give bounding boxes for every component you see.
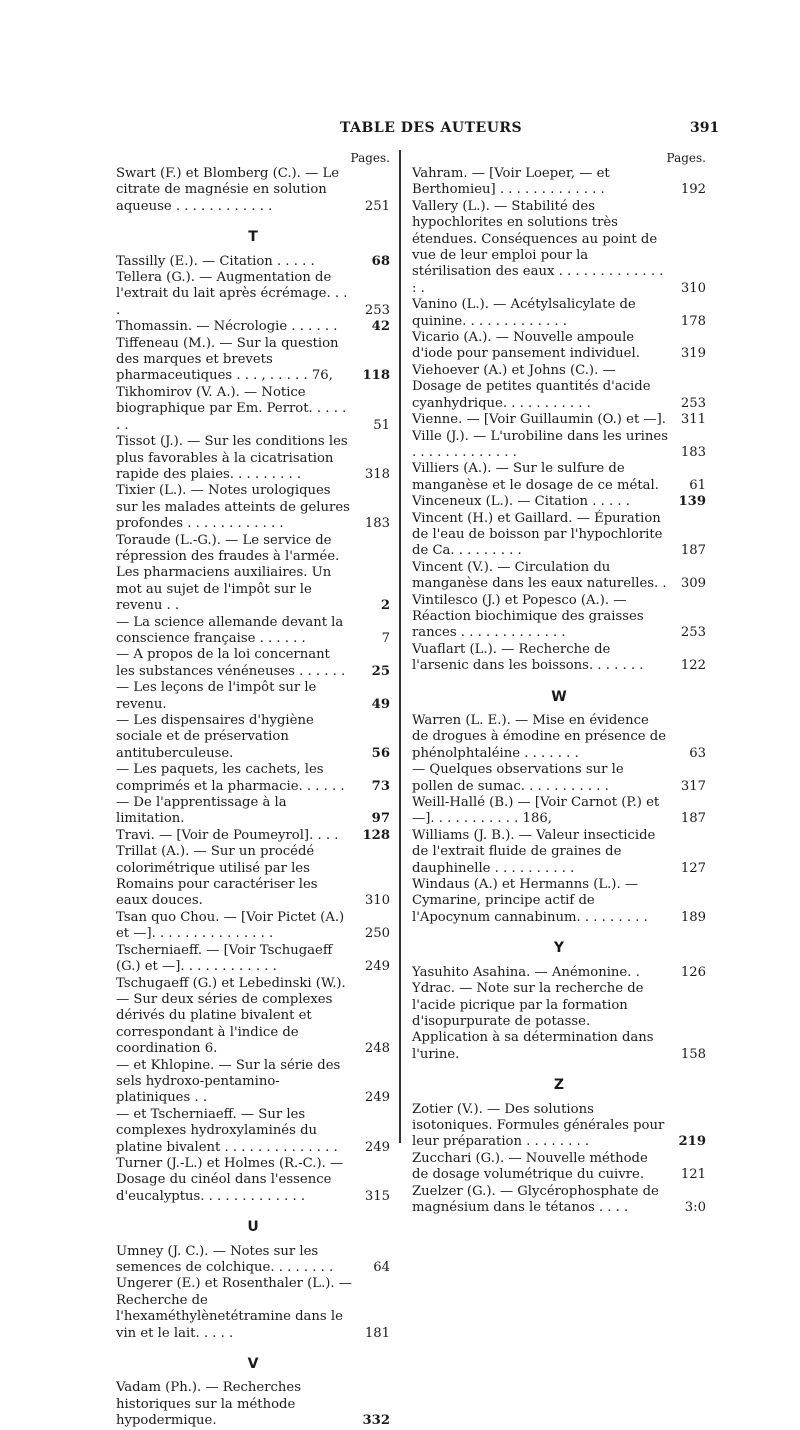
entry-page: 311 bbox=[680, 412, 706, 428]
entry-page: 126 bbox=[680, 964, 706, 980]
entry-page: 310 bbox=[680, 280, 706, 296]
entry-page: 187 bbox=[680, 543, 706, 559]
entry-text: Tscherniaeff. — [Voir Tschugaeff (G.) et —]. . . . . . . . . . . . bbox=[116, 942, 333, 975]
index-entry bbox=[116, 1380, 390, 1429]
entry-text: — Les paquets, les cachets, les comprimés et la pharmacie. . . . . . bbox=[116, 762, 345, 794]
entry-text: Warren (L. E.). — Mise en évidence de drogues à émodine en présence de phénolphtaléine . . . . . . . bbox=[412, 713, 667, 761]
entry-text: Weill-Hallé (B.) — [Voir Carnot (P.) et —]. . . . . . . . . . . 186, bbox=[412, 795, 660, 827]
entry-page: 250 bbox=[364, 926, 390, 942]
entry-text: Vanino (L.). — Acétylsalicylate de quinine. . . . . . . . . . . . . bbox=[412, 297, 636, 329]
index-entry bbox=[116, 1058, 390, 1107]
index-entry bbox=[116, 319, 390, 335]
entry-page: 249 bbox=[364, 1139, 390, 1155]
entry-page: 309 bbox=[680, 576, 706, 592]
entry-group bbox=[116, 1380, 390, 1429]
index-entry bbox=[412, 713, 706, 762]
entry-page: 42 bbox=[371, 319, 390, 335]
entry-group bbox=[412, 965, 706, 1063]
entry-page: 192 bbox=[680, 182, 706, 198]
entry-text: Vahram. — [Voir Loeper, — et Berthomieu] . . . . . . . . . . . . . bbox=[412, 166, 610, 198]
entry-text: Vincent (H.) et Gaillard. — Épuration de l'eau de boisson par l'hypochlorite de Ca. . . . . . . . . bbox=[412, 510, 663, 559]
entry-text: — De l'apprentissage à la limitation. bbox=[116, 795, 287, 827]
entry-text: — Les dispensaires d'hygiène sociale et de préservation antituberculeuse. bbox=[116, 713, 314, 761]
index-entry bbox=[412, 330, 706, 363]
pages-label: Pages. bbox=[350, 151, 390, 165]
entry-text: Viehoever (A.) et Johns (C.). — Dosage de petites quantités d'acide cyanhydrique. . . . . . . . . . . bbox=[412, 362, 651, 411]
right-column bbox=[412, 150, 706, 1216]
page-header bbox=[0, 120, 800, 142]
entry-text: Zucchari (G.). — Nouvelle méthode de dosage volumétrique du cuivre. bbox=[412, 1150, 648, 1183]
entry-page: 178 bbox=[680, 313, 706, 329]
index-entry bbox=[116, 828, 390, 844]
section-letter-w: W bbox=[551, 688, 567, 705]
entry-page: 319 bbox=[680, 346, 706, 362]
index-entry bbox=[412, 560, 706, 593]
entry-page: 248 bbox=[364, 1041, 390, 1057]
entry-page: 310 bbox=[364, 893, 390, 909]
index-entry bbox=[412, 642, 706, 675]
index-entry bbox=[116, 434, 390, 483]
entry-page: 51 bbox=[373, 417, 390, 433]
entry-page: 253 bbox=[680, 395, 706, 411]
index-entry bbox=[116, 844, 390, 910]
entry-group bbox=[116, 166, 390, 215]
pages-label: Pages. bbox=[666, 151, 706, 165]
entry-page: 332 bbox=[362, 1413, 390, 1429]
entry-text: — Les leçons de l'impôt sur le revenu. bbox=[116, 680, 317, 712]
entry-page: 317 bbox=[680, 778, 706, 794]
index-entry bbox=[116, 976, 390, 1058]
section-letter-z: Z bbox=[553, 1077, 565, 1094]
entry-text: Zuelzer (G.). — Glycérophosphate de magnésium dans le tétanos . . . . bbox=[412, 1183, 659, 1215]
entry-page: 187 bbox=[680, 811, 706, 827]
entry-text: Thomassin. — Nécrologie . . . . . . bbox=[116, 319, 338, 335]
index-entry bbox=[412, 1102, 706, 1151]
entry-text: Vienne. — [Voir Guillaumin (O.) et —]. bbox=[412, 412, 666, 428]
entry-text: Ungerer (E.) et Rosenthaler (L.). — Recherche de l'hexaméthylènetétramine dans le vin et le lait. . . . . bbox=[116, 1276, 352, 1341]
entry-page: 315 bbox=[364, 1188, 390, 1204]
entry-text: Tsan quo Chou. — [Voir Pictet (A.) et —]. . . . . . . . . . . . . . . bbox=[116, 909, 345, 942]
entry-text: Toraude (L.-G.). — Le service de répression des fraudes à l'armée. Les pharmaciens auxiliaires. Un mot au sujet de l'impôt sur le revenu . . bbox=[116, 532, 340, 614]
index-entry bbox=[412, 429, 706, 462]
index-entry bbox=[116, 1276, 390, 1342]
entry-page: 219 bbox=[678, 1134, 706, 1150]
index-entry bbox=[412, 965, 706, 981]
entry-text: — et Tscherniaeff. — Sur les complexes hydroxylaminés du platine bivalent . . . . . . . . . . . . . . bbox=[116, 1106, 338, 1155]
entry-text: Turner (J.-L.) et Holmes (R.-C.). — Dosage du cinéol dans l'essence d'eucalyptus. . . . . . . . . . . . . bbox=[116, 1155, 344, 1204]
entry-text: — La science allemande devant la conscience française . . . . . . bbox=[116, 614, 344, 646]
entry-text: Tellera (G.). — Augmentation de l'extrait du lait après écrémage. . . . bbox=[116, 270, 348, 318]
entry-page: 251 bbox=[364, 198, 390, 214]
entry-text: Trillat (A.). — Sur un procédé colorimétrique utilisé par les Romains pour caractériser les eaux douces. bbox=[116, 844, 318, 909]
index-entry bbox=[412, 199, 706, 297]
entry-group bbox=[412, 1102, 706, 1217]
entry-page: 49 bbox=[371, 696, 390, 712]
entry-page: 73 bbox=[371, 778, 390, 794]
entry-text: Tiffeneau (M.). — Sur la question des marques et brevets pharmaceutiques . . . , . . . . . 76, bbox=[116, 335, 339, 384]
index-entry bbox=[412, 297, 706, 330]
index-entry bbox=[116, 533, 390, 615]
entry-page: 7 bbox=[381, 630, 390, 646]
index-entry bbox=[116, 483, 390, 532]
entry-text: Williams (J. B.). — Valeur insecticide de l'extrait fluide de graines de dauphinelle . . . . . . . . . . bbox=[412, 827, 656, 876]
index-entry bbox=[116, 270, 390, 319]
index-entry bbox=[116, 1156, 390, 1205]
index-entry bbox=[412, 363, 706, 412]
index-entry bbox=[116, 762, 390, 795]
index-entry bbox=[412, 494, 706, 510]
entry-page: 253 bbox=[680, 625, 706, 641]
index-entry bbox=[116, 385, 390, 434]
entry-text: Villiers (A.). — Sur le sulfure de manganèse et le dosage de ce métal. bbox=[412, 461, 659, 493]
index-entry bbox=[412, 593, 706, 642]
left-column bbox=[116, 150, 390, 1430]
entry-text: Ville (J.). — L'urobiline dans les urines . . . . . . . . . . . . . bbox=[412, 428, 668, 460]
entry-text: Vallery (L.). — Stabilité des hypochlorites en solutions très étendues. Conséquences au point de vue de leur emploi pour la stérilisation des eaux . . . . . . . . . . . . . : . bbox=[412, 198, 664, 296]
entry-page: 253 bbox=[364, 302, 390, 318]
entry-text: Swart (F.) et Blomberg (C.). — Le citrate de magnésie en solution aqueuse . . . . . . . . . . . . bbox=[116, 166, 340, 214]
entry-page: 68 bbox=[371, 253, 390, 269]
entry-page: 97 bbox=[371, 811, 390, 827]
entry-page: 318 bbox=[364, 466, 390, 482]
index-entry bbox=[412, 981, 706, 1063]
entry-page: 181 bbox=[364, 1325, 390, 1341]
entry-page: 63 bbox=[689, 745, 706, 761]
section-letter-t: T bbox=[248, 229, 258, 246]
entry-page: 158 bbox=[680, 1046, 706, 1062]
entry-group bbox=[116, 254, 390, 1206]
index-entry bbox=[116, 1244, 390, 1277]
entry-page: 183 bbox=[680, 444, 706, 460]
entry-text: Tassilly (E.). — Citation . . . . . bbox=[116, 253, 315, 269]
entry-page: 25 bbox=[371, 663, 390, 679]
entry-page: 139 bbox=[678, 494, 706, 510]
entry-group bbox=[412, 166, 706, 675]
entry-page: 2 bbox=[380, 598, 390, 614]
entry-page: 64 bbox=[373, 1260, 390, 1275]
index-entry bbox=[116, 910, 390, 943]
index-entry bbox=[412, 828, 706, 877]
entry-text: Tikhomirov (V. A.). — Notice biographique par Em. Perrot. . . . . . . bbox=[116, 384, 347, 433]
entry-text: — A propos de la loi concernant les substances vénéneuses . . . . . . bbox=[116, 647, 346, 679]
entry-group bbox=[116, 1244, 390, 1342]
entry-text: Travi. — [Voir de Poumeyrol]. . . . bbox=[116, 827, 339, 843]
column-divider bbox=[399, 150, 401, 1143]
entry-text: Zotier (V.). — Des solutions isotoniques. Formules générales pour leur préparation . . . . . . . . bbox=[412, 1101, 665, 1150]
entry-text: Ydrac. — Note sur la recherche de l'acide picrique par la formation d'isopurpurate de potasse. Application à sa détermination dans l'urine. bbox=[412, 981, 654, 1062]
entry-text: Vinceneux (L.). — Citation . . . . . bbox=[412, 494, 630, 510]
entry-text: Tschugaeff (G.) et Lebedinski (W.). — Sur deux séries de complexes dérivés du platine bivalent et correspondant à l'indice de coordination 6. bbox=[116, 975, 346, 1057]
running-title: TABLE DES AUTEURS bbox=[340, 120, 523, 136]
entry-page: 189 bbox=[680, 909, 706, 925]
entry-text: Vincent (V.). — Circulation du manganèse dans les eaux naturelles. . bbox=[412, 559, 667, 592]
entry-text: Windaus (A.) et Hermanns (L.). — Cymarine, principe actif de l'Apocynum cannabinum. . . . . . . . . bbox=[412, 877, 648, 925]
entry-text: Vadam (Ph.). — Recherches historiques sur la méthode hypodermique. bbox=[116, 1380, 301, 1429]
index-entry bbox=[412, 877, 706, 926]
index-entry bbox=[116, 166, 390, 215]
entry-page: 118 bbox=[362, 368, 390, 384]
index-entry bbox=[116, 336, 390, 385]
index-entry bbox=[412, 412, 706, 428]
entry-page: 183 bbox=[364, 516, 390, 532]
section-letter-y: Y bbox=[553, 940, 565, 957]
index-entry bbox=[412, 166, 706, 199]
entry-text: Umney (J. C.). — Notes sur les semences de colchique. . . . . . . . bbox=[116, 1243, 334, 1275]
index-entry bbox=[412, 1151, 706, 1184]
index-entry bbox=[116, 680, 390, 713]
entry-page: 249 bbox=[364, 959, 390, 975]
index-entry bbox=[412, 795, 706, 828]
index-entry bbox=[116, 647, 390, 680]
entry-text: Vicario (A.). — Nouvelle ampoule d'iode pour pansement individuel. bbox=[412, 330, 640, 362]
entry-text: Tixier (L.). — Notes urologiques sur les malades atteints de gelures profondes . . . . . . . . . . . . bbox=[116, 483, 350, 532]
index-entry bbox=[116, 254, 390, 270]
entry-text: — et Khlopine. — Sur la série des sels hydroxo-pentamino-platiniques . . bbox=[116, 1057, 341, 1106]
index-entry bbox=[412, 511, 706, 560]
entry-page: 61 bbox=[689, 477, 706, 493]
section-letter-v: V bbox=[247, 1356, 259, 1373]
entry-page: 249 bbox=[364, 1090, 390, 1106]
entry-page: 121 bbox=[680, 1167, 706, 1183]
entry-page: 3:0 bbox=[684, 1199, 706, 1215]
entry-page: 128 bbox=[362, 827, 390, 843]
entry-page: 56 bbox=[371, 745, 390, 761]
page-number: 391 bbox=[690, 120, 720, 136]
entry-page: 122 bbox=[680, 658, 706, 674]
index-entry bbox=[412, 461, 706, 494]
entry-page: 127 bbox=[680, 860, 706, 876]
entry-text: — Quelques observations sur le pollen de sumac. . . . . . . . . . . bbox=[412, 762, 624, 794]
entry-text: Tissot (J.). — Sur les conditions les plus favorables à la cicatrisation rapide des plaies. . . . . . . . . bbox=[116, 434, 348, 482]
entry-text: Vuaflart (L.). — Recherche de l'arsenic dans les boissons. . . . . . . bbox=[412, 641, 644, 674]
index-entry bbox=[116, 1107, 390, 1156]
entry-text: Vintilesco (J.) et Popesco (A.). — Réaction biochimique des graisses rances . . . . . . . . . . . . . bbox=[412, 592, 644, 641]
index-entry bbox=[116, 615, 390, 648]
index-entry bbox=[116, 795, 390, 828]
entry-text: Yasuhito Asahina. — Anémonine. . bbox=[412, 964, 640, 980]
entry-group bbox=[412, 713, 706, 926]
index-entry bbox=[116, 713, 390, 762]
index-entry bbox=[412, 762, 706, 795]
section-letter-u: U bbox=[247, 1219, 259, 1236]
index-entry bbox=[116, 943, 390, 976]
index-entry bbox=[412, 1184, 706, 1217]
